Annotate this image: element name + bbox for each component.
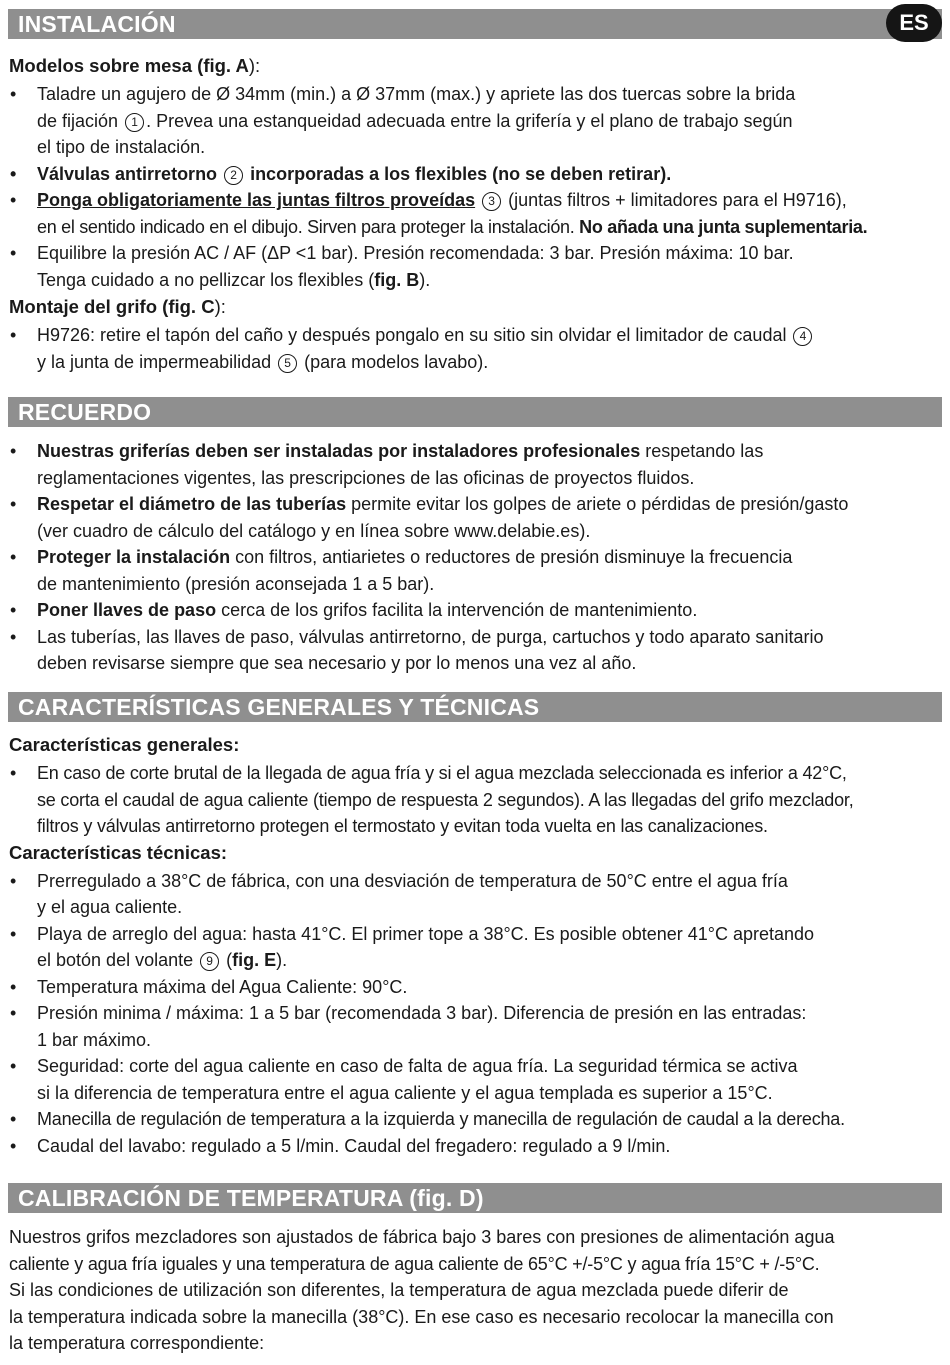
- fig-ref: fig. A: [203, 55, 249, 76]
- item-text: de mantenimiento (presión aconsejada 1 a 5 bar).: [37, 573, 435, 594]
- item-text: • Manecilla de regulación de temperatura a la izquierda y manecilla de regulación de caudal a la derecha.: [37, 1109, 845, 1129]
- item-text: el tipo de instalación.: [37, 137, 206, 157]
- general-features-list: [9, 760, 944, 840]
- item-text: de fijación 1 . Prevea una estanqueidad adecuada entre la grifería y el plano de trabajo según: [37, 110, 793, 131]
- item-text: en el sentido indicado en el dibujo. Sirven para proteger la instalación. No añada una junta suplementaria.: [37, 216, 868, 237]
- item-text: filtros y válvulas antirretorno protegen el termostato y evitan toda vuelta en las canalizaciones.: [37, 816, 768, 836]
- callout-number: 5: [278, 354, 297, 373]
- features-body: [9, 733, 944, 1159]
- item-text: (ver cuadro de cálculo del catálogo y en línea sobre www.delabie.es).: [37, 520, 591, 541]
- section-header-calibration: CALIBRACIÓN DE TEMPERATURA (fig. D): [8, 1183, 942, 1213]
- item-text: • Poner llaves de paso cerca de los grifos facilita la intervención de mantenimiento.: [37, 600, 698, 620]
- list-item: [9, 240, 944, 293]
- item-text: se corta el caudal de agua caliente (tiempo de respuesta 2 segundos). A las llegadas del grifo mezclador,: [37, 789, 854, 810]
- item-text: • En caso de corte brutal de la llegada de agua fría y si el agua mezclada seleccionada es inferior a 42°C,: [37, 763, 847, 783]
- mounting-list: [9, 322, 944, 375]
- paragraph-line: Nuestros grifos mezcladores son ajustados de fábrica bajo 3 bares con presiones de alimentación agua: [9, 1227, 835, 1247]
- item-text: • Temperatura máxima del Agua Caliente: 90°C.: [37, 976, 408, 997]
- item-text: Tenga cuidado a no pellizcar los flexibles (fig. B).: [37, 269, 431, 290]
- section-header-installation: INSTALACIÓN: [8, 9, 942, 39]
- list-item: [9, 921, 944, 974]
- list-item: [9, 491, 944, 544]
- list-item: [9, 438, 944, 491]
- list-item: • Válvulas antirretorno 2 incorporadas a los flexibles (no se deben retirar).: [9, 161, 944, 188]
- item-text: • Respetar el diámetro de las tuberías permite evitar los golpes de ariete o pérdidas de presión/gasto: [37, 494, 849, 514]
- paragraph-line: la temperatura indicada sobre la manecilla (38°C). En ese caso es necesario recolocar la manecilla con: [9, 1306, 834, 1327]
- item-text: • Taladre un agujero de Ø 34mm (min.) a Ø 37mm (max.) y apriete las dos tuercas sobre la brida: [37, 84, 796, 104]
- section-header-features: CARACTERÍSTICAS GENERALES Y TÉCNICAS: [8, 692, 942, 722]
- list-item: [9, 760, 944, 840]
- item-text: 1 bar máximo.: [37, 1029, 152, 1050]
- item-text: • H9726: retire el tapón del caño y después pongalo en su sitio sin olvidar el limitador de caudal 4: [37, 322, 944, 349]
- item-text: • Equilibre la presión AC / AF (ΔP <1 bar). Presión recomendada: 3 bar. Presión máxima: 10 bar.: [37, 243, 794, 263]
- paragraph-line: la temperatura correspondiente:: [9, 1333, 265, 1353]
- item-text: • Playa de arreglo del agua: hasta 41°C. El primer tope a 38°C. Es posible obtener 41°C apretando: [37, 923, 815, 944]
- list-item: [9, 187, 944, 240]
- item-text: y el agua caliente.: [37, 897, 183, 917]
- paragraph-line: caliente y agua fría iguales y una temperatura de agua caliente de 65°C +/-5°C y agua fría 15°C + /-5°C.: [9, 1253, 820, 1274]
- item-text: deben revisarse siempre que sea necesario y por lo menos una vez al año.: [37, 653, 637, 673]
- item-text: reglamentaciones vigentes, las prescripciones de las oficinas de proyectos fluidos.: [37, 467, 695, 488]
- section-header-reminder: RECUERDO: [8, 397, 942, 427]
- item-text: y la junta de impermeabilidad 5 (para modelos lavabo).: [37, 351, 489, 372]
- item-text: • Proteger la instalación con filtros, antiarietes o reductores de presión disminuye la frecuencia: [37, 547, 793, 567]
- item-text: • Las tuberías, las llaves de paso, válvulas antirretorno, de purga, cartuchos y todo aparato sanitario: [37, 626, 824, 647]
- list-item: [9, 1053, 944, 1106]
- callout-number: 3: [482, 192, 501, 211]
- technical-features-heading: Características técnicas:: [9, 841, 228, 863]
- reminder-list: [9, 438, 944, 677]
- heading-text: Modelos sobre mesa (: [9, 55, 204, 76]
- list-item: [9, 544, 944, 597]
- installation-list: [9, 81, 944, 293]
- item-text: • Ponga obligatoriamente las juntas filtros proveídas 3 (juntas filtros + limitadores para el H9716),: [37, 190, 847, 210]
- callout-number: 4: [793, 327, 812, 346]
- paragraph-line: Si las condiciones de utilización son diferentes, la temperatura de agua mezclada puede diferir de: [9, 1280, 789, 1300]
- list-item: [9, 1106, 944, 1133]
- list-item: [9, 1000, 944, 1053]
- list-item: [9, 868, 944, 921]
- item-text: • Presión minima / máxima: 1 a 5 bar (recomendada 3 bar). Diferencia de presión en las entradas:: [37, 1003, 807, 1023]
- calibration-body: [9, 1224, 944, 1357]
- item-text: • Caudal del lavabo: regulado a 5 l/min. Caudal del fregadero: regulado a 9 l/min.: [37, 1135, 671, 1156]
- technical-features-list: [9, 868, 944, 1160]
- installation-body: [9, 54, 944, 375]
- language-badge: ES: [886, 4, 942, 42]
- heading-text: ):: [248, 55, 261, 76]
- reminder-body: [9, 438, 944, 677]
- list-item: [9, 597, 944, 624]
- item-text: el botón del volante 9 (fig. E).: [37, 950, 288, 970]
- list-item: [9, 974, 944, 1001]
- list-item: [9, 624, 944, 677]
- desk-models-heading: [9, 54, 944, 78]
- item-text: • Prerregulado a 38°C de fábrica, con una desviación de temperatura de 50°C entre el agua fría: [37, 870, 788, 891]
- list-item: [9, 1133, 944, 1160]
- callout-number: 9: [200, 952, 219, 971]
- list-item: [9, 81, 944, 161]
- item-text: si la diferencia de temperatura entre el agua caliente y el agua templada es superior a 15°C.: [37, 1082, 773, 1103]
- item-text: • Seguridad: corte del agua caliente en caso de falta de agua fría. La seguridad térmica se activa: [37, 1056, 798, 1076]
- general-features-heading: Características generales:: [9, 734, 240, 755]
- callout-number: 2: [224, 166, 243, 185]
- list-item: [9, 322, 944, 375]
- item-text: • Nuestras griferías deben ser instaladas por instaladores profesionales respetando las: [37, 441, 764, 461]
- faucet-mounting-heading: Montaje del grifo (fig. C):: [9, 296, 226, 317]
- callout-number: 1: [125, 113, 144, 132]
